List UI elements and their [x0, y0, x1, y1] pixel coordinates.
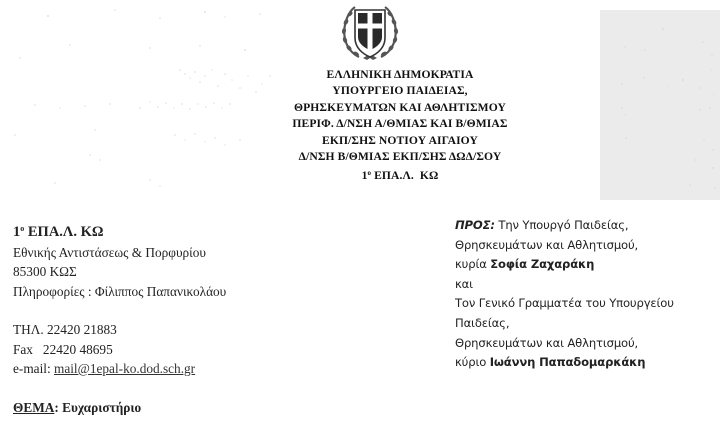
recipient-line: Θρησκευμάτων και Αθλητισμού, — [455, 237, 639, 252]
subject-label: ΘΕΜΑ — [13, 400, 55, 415]
recipient-line: κυρία Σοφία Ζαχαράκη — [455, 257, 595, 272]
email-link[interactable]: mail@1epal-ko.dod.sch.gr — [53, 361, 196, 376]
header-line: ΠΕΡΙΦ. Δ/ΝΣΗ Α/ΘΜΙΑΣ ΚΑΙ Β/ΘΜΙΑΣ — [292, 117, 508, 131]
school-number: 1 — [361, 169, 368, 183]
recipient-line: Τον Γενικό Γραμματέα του Υπουργείου — [455, 296, 674, 311]
header-line: Δ/ΝΣΗ Β/ΘΜΙΑΣ ΕΚΠ/ΣΗΣ ΔΩΔ/ΣΟΥ — [298, 150, 502, 164]
email-label: e-mail: — [13, 361, 54, 376]
recipient-name-minister: Σοφία Ζαχαράκη — [490, 257, 595, 272]
school-ordinal: ο — [367, 169, 372, 178]
sender-address: Εθνικής Αντιστάσεως & Πορφυρίου — [13, 244, 206, 260]
header-line: ΥΠΟΥΡΓΕΙΟ ΠΑΙΔΕΙΑΣ, — [332, 84, 468, 98]
recipient-line: και — [455, 276, 473, 291]
header-line: ΕΚΠ/ΣΗΣ ΝΟΤΙΟΥ ΑΙΓΑΙΟΥ — [322, 133, 478, 147]
subject-line: ΘΕΜΑ: Ευχαριστήριο — [13, 400, 142, 415]
greek-coat-of-arms-icon — [339, 2, 401, 64]
header-line: ΘΡΗΣΚΕΥΜΑΤΩΝ ΚΑΙ ΑΘΛΗΤΙΣΜΟΥ — [293, 100, 506, 114]
recipient-line: ΠΡΟΣ: Την Υπουργό Παιδείας, — [455, 218, 629, 232]
recipient-line: κύριο Ιωάννη Παπαδομαρκάκη — [455, 355, 646, 370]
sender-email-row — [13, 359, 226, 379]
sender-phone: ΤΗΛ. 22420 21883 — [13, 322, 117, 337]
sender-info: Πληροφορίες : Φίλιππος Παπανικολάου — [13, 283, 227, 299]
recipient-name-secretary: Ιωάννη Παπαδομαρκάκη — [489, 355, 646, 370]
sender-name: $1^o$ ΕΠΑ.Λ. ΚΩ — [13, 224, 104, 240]
header-school-line — [220, 165, 580, 184]
sender-postal: 85300 ΚΩΣ — [13, 264, 77, 279]
sender-block — [13, 219, 226, 379]
pros-label: ΠΡΟΣ: — [455, 218, 495, 232]
recipient-line: Θρησκευμάτων και Αθλητισμού, — [455, 335, 639, 350]
letterhead — [220, 67, 580, 185]
subject-text: Ευχαριστήριο — [62, 400, 142, 415]
sender-fax: Fax 22420 48695 — [13, 341, 113, 357]
school-name: ΕΠΑ.Λ. ΚΩ — [374, 169, 439, 183]
recipient-block — [455, 216, 674, 373]
header-line: ΕΛΛΗΝΙΚΗ ΔΗΜΟΚΡΑΤΙΑ — [326, 68, 474, 81]
recipient-line: Παιδείας, — [455, 315, 510, 330]
